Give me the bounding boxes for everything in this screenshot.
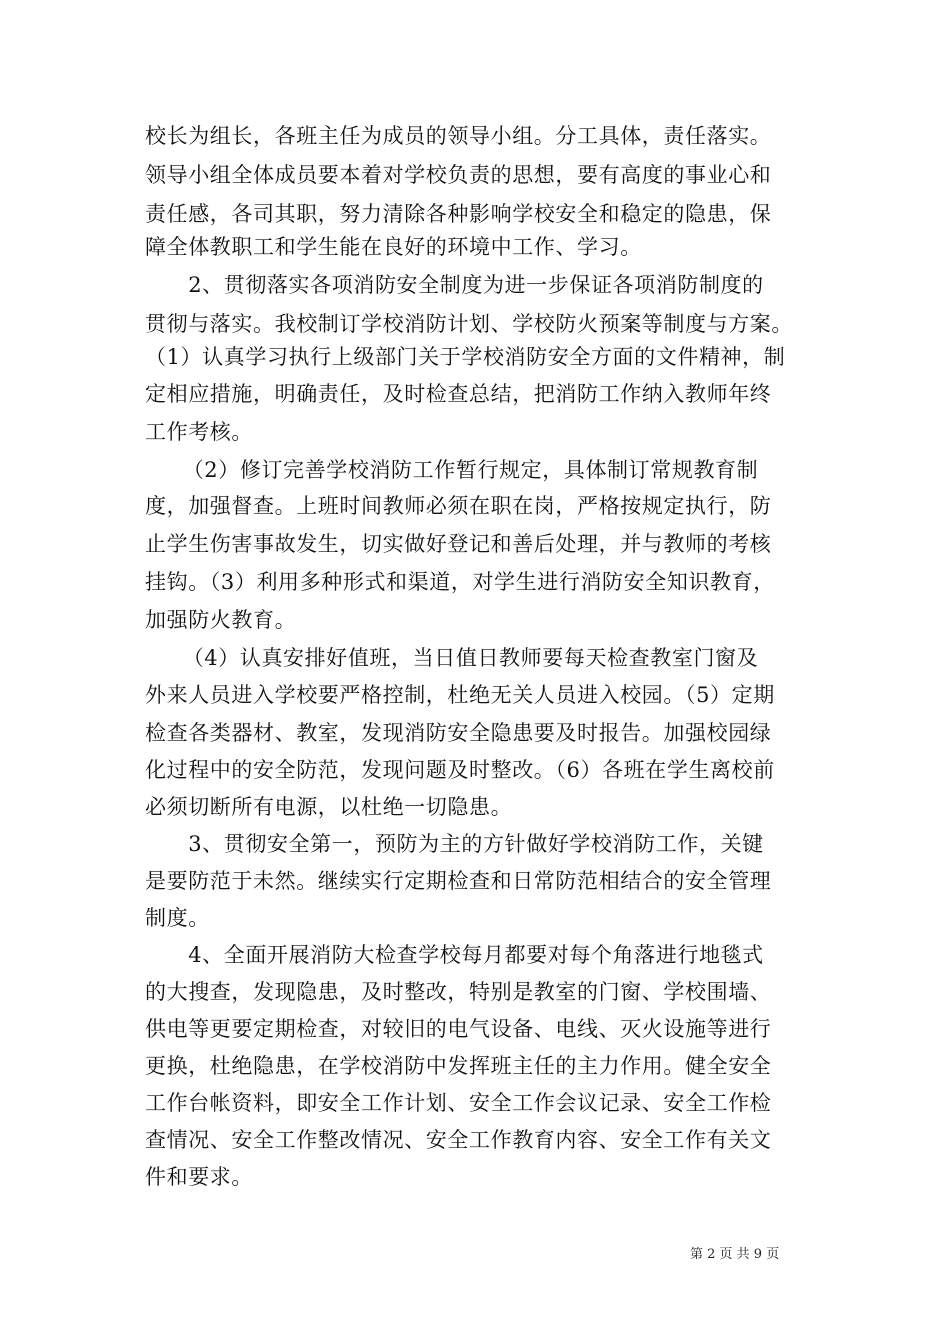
text-line: 领导小组全体成员要本着对学校负责的思想，要有高度的事业心和 xyxy=(145,163,772,187)
text-line: 工作台帐资料，即安全工作计划、安全工作会议记录、安全工作检 xyxy=(145,1091,772,1115)
page-number: 第 2 页 共 9 页 xyxy=(690,1247,780,1262)
text-line: 定相应措施，明确责任，及时检查总结，把消防工作纳入教师年终 xyxy=(145,382,772,406)
text-line: 工作考核。 xyxy=(145,420,253,444)
text-line: 化过程中的安全防范，发现问题及时整改。（6）各班在学生离校前 xyxy=(145,758,775,782)
text-line: （2）修订完善学校消防工作暂行规定，具体制订常规教育制 xyxy=(150,458,759,482)
text-line: 供电等更要定期检查，对较旧的电气设备、电线、灭火设施等进行 xyxy=(145,1017,772,1041)
text-line: 4、全面开展消防大检查学校每月都要对每个角落进行地毯式 xyxy=(145,943,764,967)
text-line: 必须切断所有电源，以杜绝一切隐患。 xyxy=(145,795,513,819)
text-line: 2、贯彻落实各项消防安全制度为进一步保证各项消防制度的 xyxy=(145,273,764,297)
text-line: （4）认真安排好值班，当日值日教师要每天检查教室门窗及 xyxy=(150,646,759,670)
text-line: 加强防火教育。 xyxy=(145,608,297,632)
text-line: 挂钩。（3）利用多种形式和渠道，对学生进行消防安全知识教育， xyxy=(145,570,775,594)
text-line: 外来人员进入学校要严格控制，杜绝无关人员进入校园。（5）定期 xyxy=(145,683,775,707)
text-line: 的大搜查，发现隐患，及时整改，特别是教室的门窗、学校围墙、 xyxy=(145,980,772,1004)
text-line: 校长为组长，各班主任为成员的领导小组。分工具体，责任落实。 xyxy=(145,124,772,148)
text-line: 制度。 xyxy=(145,906,210,930)
text-line: 止学生伤害事故发生，切实做好登记和善后处理，并与教师的考核 xyxy=(145,532,772,556)
text-line: 检查各类器材、教室，发现消防安全隐患要及时报告。加强校园绿 xyxy=(145,721,772,745)
text-line: 3、贯彻安全第一，预防为主的方针做好学校消防工作，关键 xyxy=(145,832,764,856)
text-line: 贯彻与落实。我校制订学校消防计划、学校防火预案等制度与方案。 xyxy=(145,312,793,336)
text-line: （1）认真学习执行上级部门关于学校消防安全方面的文件精神，制 xyxy=(145,345,786,369)
text-line: 是要防范于未然。继续实行定期检查和日常防范相结合的安全管理 xyxy=(145,869,772,893)
text-line: 更换，杜绝隐患，在学校消防中发挥班主任的主力作用。健全安全 xyxy=(145,1054,772,1078)
text-line: 件和要求。 xyxy=(145,1165,253,1189)
text-line: 障全体教职工和学生能在良好的环境中工作、学习。 xyxy=(145,235,642,259)
text-line: 查情况、安全工作整改情况、安全工作教育内容、安全工作有关文 xyxy=(145,1128,772,1152)
text-line: 责任感，各司其职，努力清除各种影响学校安全和稳定的隐患，保 xyxy=(145,202,772,226)
text-line: 度，加强督查。上班时间教师必须在职在岗，严格按规定执行，防 xyxy=(145,494,772,518)
